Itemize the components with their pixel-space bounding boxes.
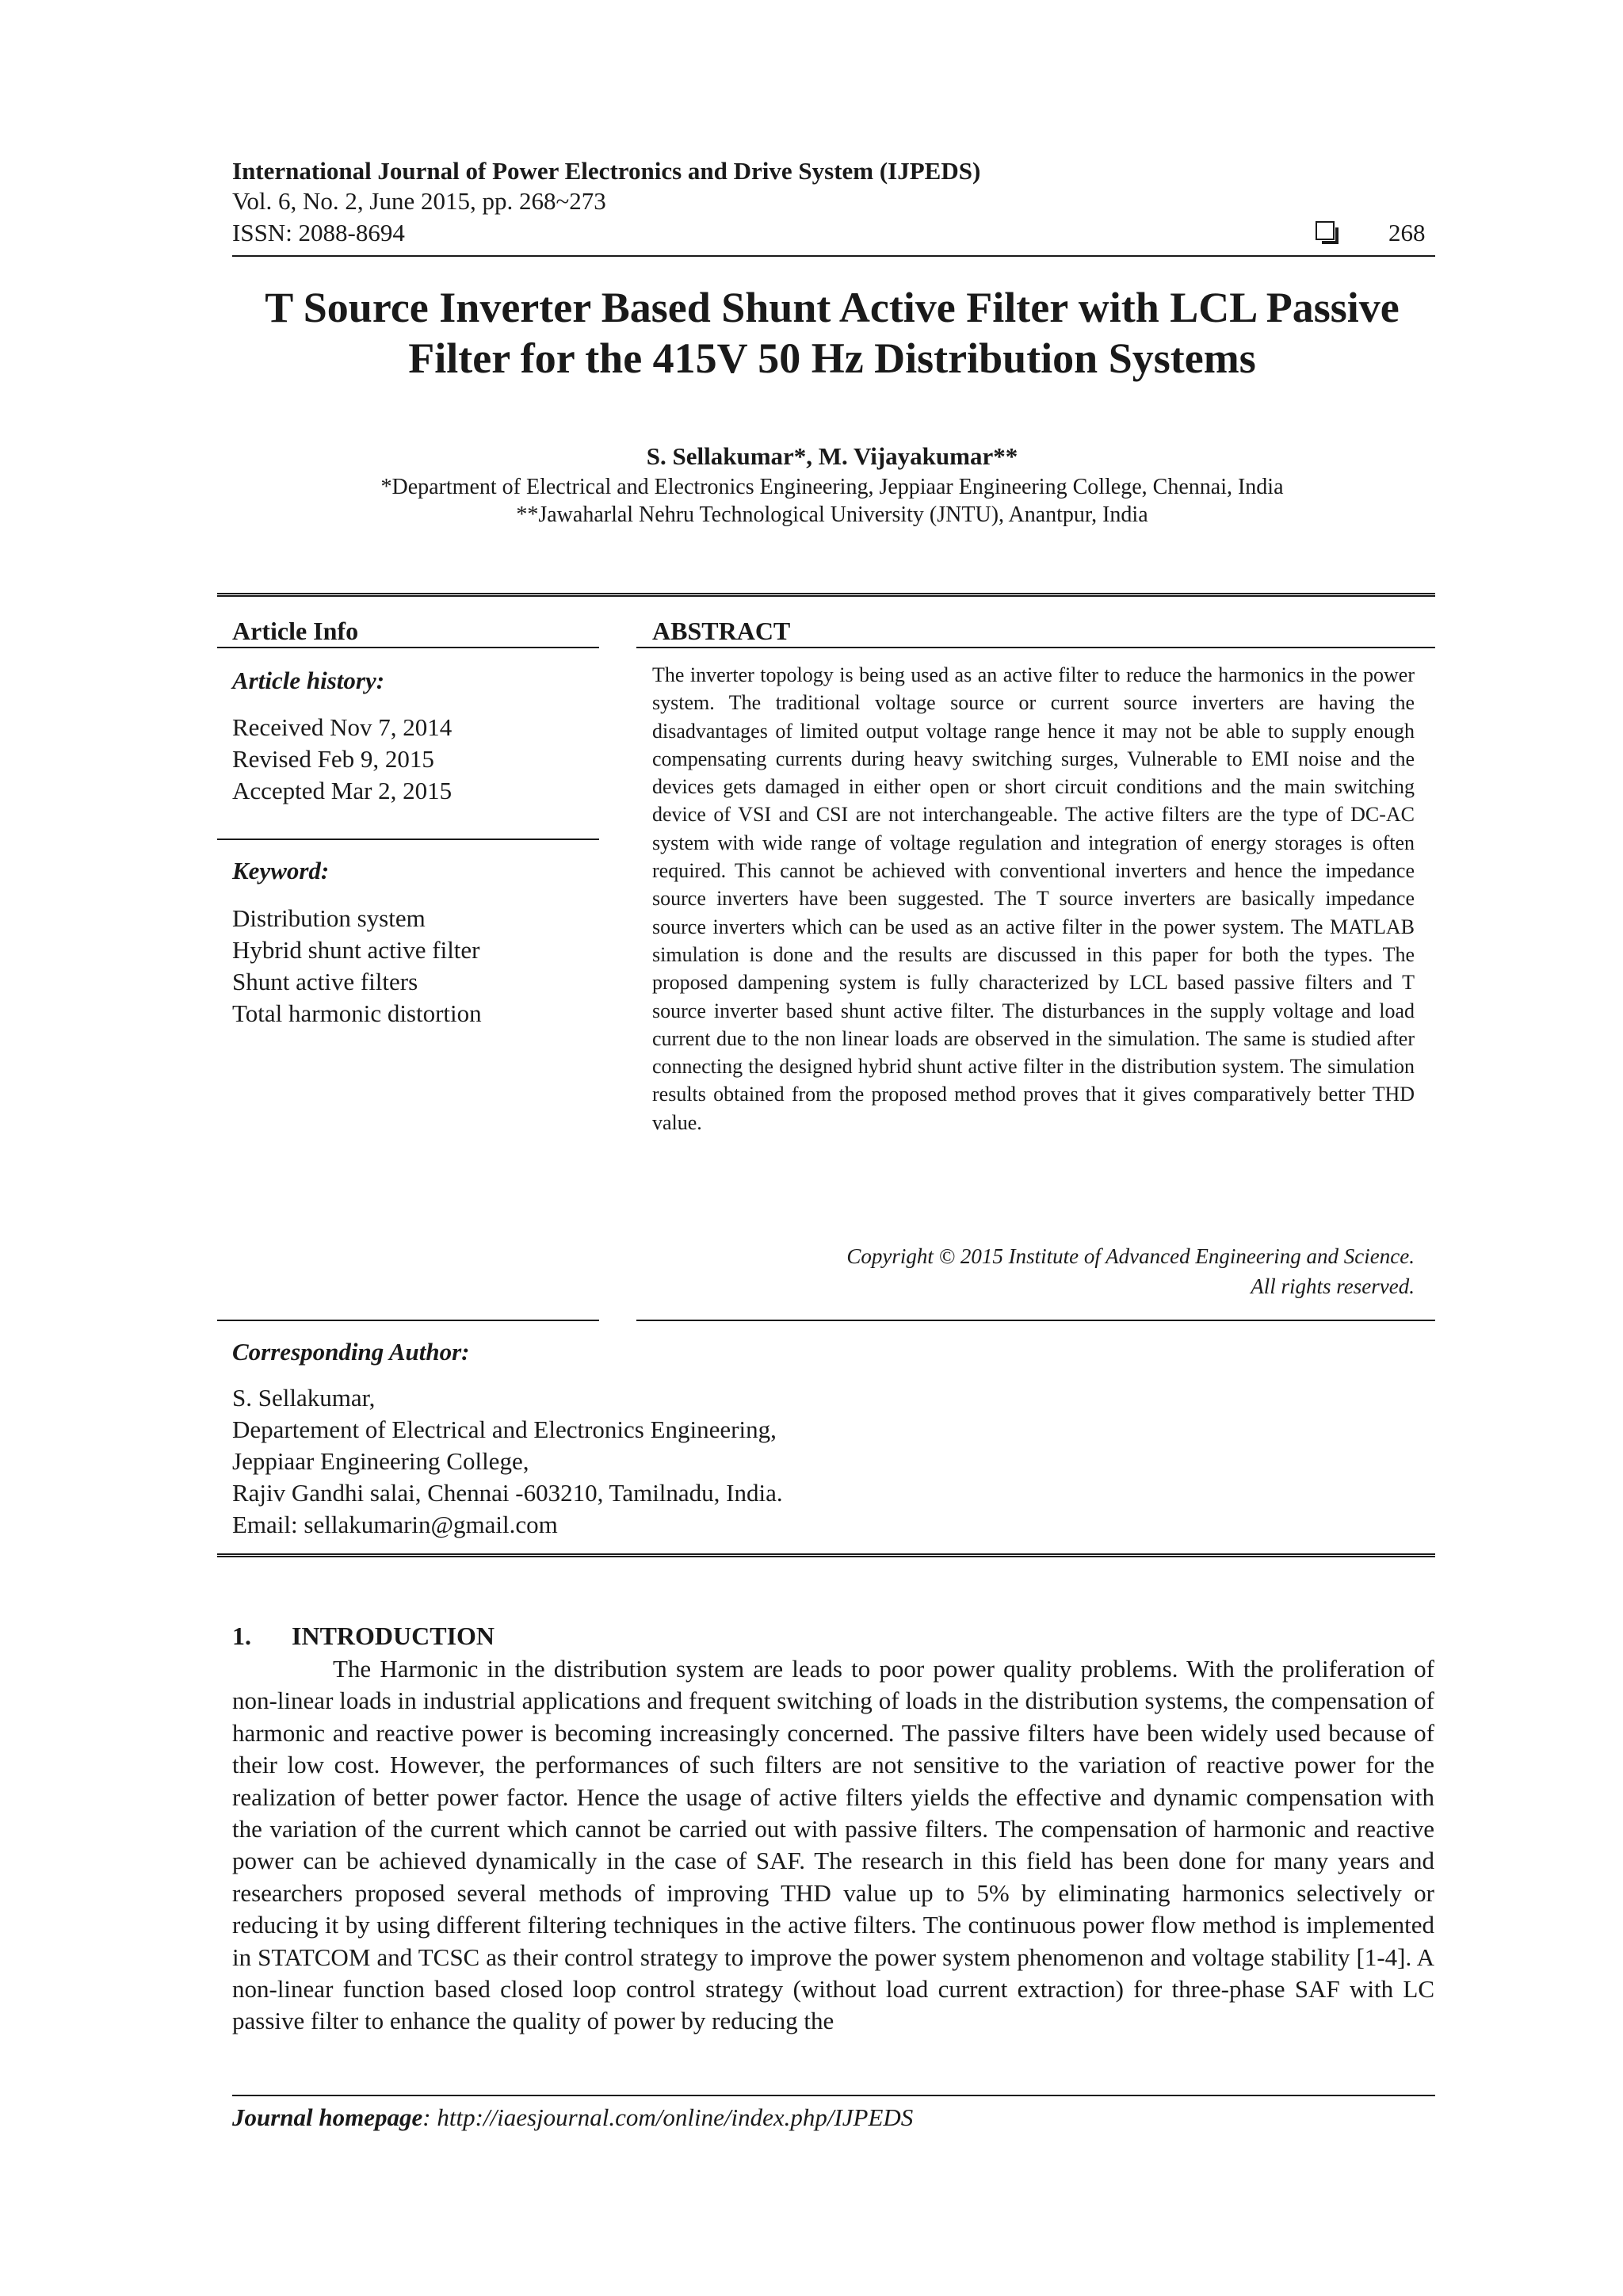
section-title: INTRODUCTION	[292, 1622, 495, 1650]
keyword-list	[232, 903, 482, 1030]
title-line-1: T Source Inverter Based Shunt Active Filter with LCL Passive	[265, 284, 1400, 331]
abstract-rule	[636, 647, 1435, 648]
info-bottom-rule-right	[636, 1320, 1435, 1321]
page-box-icon	[1316, 221, 1335, 240]
history-list	[232, 712, 452, 807]
history-received: Received Nov 7, 2014	[232, 713, 453, 741]
history-rule	[217, 839, 599, 840]
introduction-heading	[232, 1620, 495, 1652]
corresponding-name: S. Sellakumar,	[232, 1384, 376, 1412]
info-bottom-rule-left	[217, 1320, 599, 1321]
keyword-item: Shunt active filters	[232, 968, 418, 995]
article-info-rule	[217, 647, 599, 648]
footer-rule	[232, 2095, 1435, 2096]
title-line-2: Filter for the 415V 50 Hz Distribution Systems	[408, 334, 1256, 382]
article-info-heading: Article Info	[232, 617, 359, 645]
journal-homepage	[232, 2102, 913, 2134]
affiliation-1: *Department of Electrical and Electronics Engineering, Jeppiaar Engineering College, Chennai, India	[380, 475, 1284, 499]
corresponding-bottom-rule	[217, 1553, 1435, 1557]
section-number: 1.	[232, 1622, 251, 1650]
corresponding-email: Email: sellakumarin@gmail.com	[232, 1511, 558, 1538]
corresponding-department: Departement of Electrical and Electronics Engineering,	[232, 1415, 777, 1443]
journal-issn: ISSN: 2088-8694	[232, 219, 405, 246]
journal-volume: Vol. 6, No. 2, June 2015, pp. 268~273	[232, 187, 606, 215]
history-revised: Revised Feb 9, 2015	[232, 745, 434, 773]
homepage-url[interactable]: : http://iaesjournal.com/online/index.php/IJPEDS	[422, 2103, 914, 2131]
keyword-item: Total harmonic distortion	[232, 999, 482, 1027]
info-top-rule	[217, 593, 1435, 597]
journal-name: International Journal of Power Electronics and Drive System (IJPEDS)	[232, 157, 981, 185]
corresponding-address: Rajiv Gandhi salai, Chennai -603210, Tamilnadu, India.	[232, 1479, 783, 1507]
affiliation-2: **Jawaharlal Nehru Technological University (JNTU), Anantpur, India	[516, 502, 1148, 527]
introduction-text: The Harmonic in the distribution system are leads to poor power quality problems. With the proliferation of non-linear loads in industrial applications and frequent switching of loads in the distribution systems, the compensation of harmonic and reactive power is becoming increasingly concerned. The passive filters have been widely used because of their low cost. However, the performances of such filters are not sensitive to the variation of reactive power for the realization of better power factor. Hence the usage of active filters yields the effective and dynamic compensation with the variation of the current which cannot be carried out with passive filters. The compensation of harmonic and reactive power can be achieved dynamically in the case of SAF. The research in this field has been done for many years and researchers proposed several methods of improving THD value up to 5% by eliminating harmonics selectively or reducing it by using different filtering techniques in the active filters. The continuous power flow method is implemented in STATCOM and TCSC as their control strategy to improve the power system phenomenon and voltage stability [1-4]. A non-linear function based closed loop control strategy (without load current extraction) for three-phase SAF with LC passive filter to enhance the quality of power by reducing the	[232, 1655, 1434, 2035]
keyword-item: Distribution system	[232, 904, 426, 932]
corresponding-details	[232, 1382, 783, 1541]
abstract-text: The inverter topology is being used as an active filter to reduce the harmonics in the power system. The traditional voltage source or current source inverters are having the disadvantages of limited output voltage range hence it may not be able to supply enough compensating currents during heavy switching surges, Vulnerable to EMI noise and the devices gets damaged in either open or short circuit conditions and the main switching device of VSI and CSI are not interchangeable. The active filters are the type of DC-AC system with wide range of voltage regulation and integration of energy storages is often required. This cannot be achieved with conventional inverters and hence the impedance source inverters have been suggested. The T source inverters are basically impedance source inverters which can be used as an active filter in the power system. The MATLAB simulation is done and the results are discussed in this paper for both the types. The proposed dampening system is fully characterized by LCL based passive filters and T source inverter based shunt active filter. The disturbances in the supply voltage and load current due to the non linear loads are observed in the simulation. The same is studied after connecting the designed hybrid shunt active filter in the distribution system. The simulation results obtained from the proposed method proves that it gives comparatively better THD value.	[652, 663, 1415, 1134]
authors: S. Sellakumar*, M. Vijayakumar**	[646, 442, 1018, 470]
copyright-line-1: Copyright © 2015 Institute of Advanced Engineering and Science.	[846, 1244, 1415, 1268]
header-rule	[232, 255, 1435, 257]
corresponding-college: Jeppiaar Engineering College,	[232, 1447, 529, 1475]
keyword-item: Hybrid shunt active filter	[232, 936, 480, 964]
homepage-label: Journal homepage	[232, 2103, 423, 2131]
history-accepted: Accepted Mar 2, 2015	[232, 777, 453, 804]
history-heading: Article history:	[232, 667, 385, 694]
copyright-line-2: All rights reserved.	[1251, 1274, 1415, 1298]
abstract-heading: ABSTRACT	[652, 617, 791, 645]
paper-title	[158, 282, 1506, 384]
corresponding-heading: Corresponding Author:	[232, 1338, 470, 1366]
copyright	[652, 1241, 1415, 1301]
page-number: 268	[1388, 219, 1426, 246]
keyword-heading: Keyword:	[232, 857, 330, 884]
